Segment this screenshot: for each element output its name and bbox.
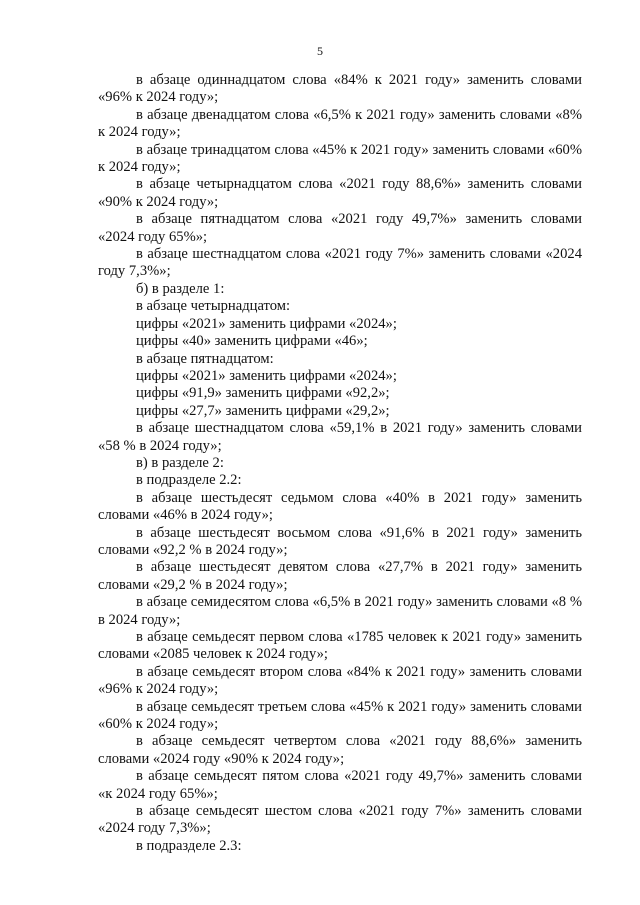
paragraph-23: в абзаце семьдесят втором слова «84% к 2021 году» заменить словами «96% к 2024 году»; [98,663,582,698]
paragraph-10: цифры «40» заменить цифрами «46»; [136,333,368,350]
document-body [98,72,582,855]
page-number: 5 [317,44,323,58]
paragraph-14: цифры «27,7» заменить цифрами «29,2»; [136,402,390,419]
paragraph-20: в абзаце шестьдесят девятом слова «27,7% в 2021 году» заменить словами «29,2 % в 2024 году»; [98,559,582,593]
paragraph-3: в абзаце тринадцатом слова «45% к 2021 году» заменить словами «60% к 2024 году»; [98,141,582,176]
paragraph-4: в абзаце четырнадцатом слова «2021 году 88,6%» заменить словами «90% к 2024 году»; [98,176,582,210]
paragraph-22: в абзаце семьдесят первом слова «1785 человек к 2021 году» заменить словами «2085 человек к 2024 году»; [98,629,582,663]
paragraph-2: в абзаце двенадцатом слова «6,5% к 2021 году» заменить словами «8% к 2024 году»; [98,106,582,141]
paragraph-27: в абзаце семьдесят шестом слова «2021 году 7%» заменить словами «2024 году 7,3%»; [98,803,582,837]
paragraph-7: б) в разделе 1: [136,280,225,297]
paragraph-9: цифры «2021» заменить цифрами «2024»; [136,315,397,332]
paragraph-8: в абзаце четырнадцатом: [136,298,291,315]
paragraph-25: в абзаце семьдесят четвертом слова «2021 году 88,6%» заменить словами «2024 году «90% к 2024 году»; [98,733,582,767]
paragraph-26: в абзаце семьдесят пятом слова «2021 году 49,7%» заменить словами «к 2024 году 65%»; [98,768,582,802]
paragraph-18: в абзаце шестьдесят седьмом слова «40% в 2021 году» заменить словами «46% в 2024 году»; [98,489,582,524]
paragraph-11: в абзаце пятнадцатом: [136,350,274,367]
paragraph-6: в абзаце шестнадцатом слова «2021 году 7%» заменить словами «2024 году 7,3%»; [98,246,582,280]
paragraph-13: цифры «91,9» заменить цифрами «92,2»; [136,385,390,402]
paragraph-5: в абзаце пятнадцатом слова «2021 году 49,7%» заменить словами «2024 году 65%»; [98,211,582,245]
paragraph-1: в абзаце одиннадцатом слова «84% к 2021 году» заменить словами «96% к 2024 году»; [98,72,582,106]
paragraph-28: в подразделе 2.3: [136,837,242,854]
paragraph-12: цифры «2021» заменить цифрами «2024»; [136,367,397,384]
paragraph-24: в абзаце семьдесят третьем слова «45% к 2021 году» заменить словами «60% к 2024 году»; [98,698,582,733]
paragraph-21: в абзаце семидесятом слова «6,5% в 2021 году» заменить словами «8 % в 2024 году»; [98,594,582,628]
paragraph-15: в абзаце шестнадцатом слова «59,1% в 2021 году» заменить словами «58 % в 2024 году»; [98,420,582,454]
paragraph-16: в) в разделе 2: [136,454,224,471]
paragraph-19: в абзаце шестьдесят восьмом слова «91,6% в 2021 году» заменить словами «92,2 % в 2024 году»; [98,524,582,558]
paragraph-17: в подразделе 2.2: [136,472,242,489]
